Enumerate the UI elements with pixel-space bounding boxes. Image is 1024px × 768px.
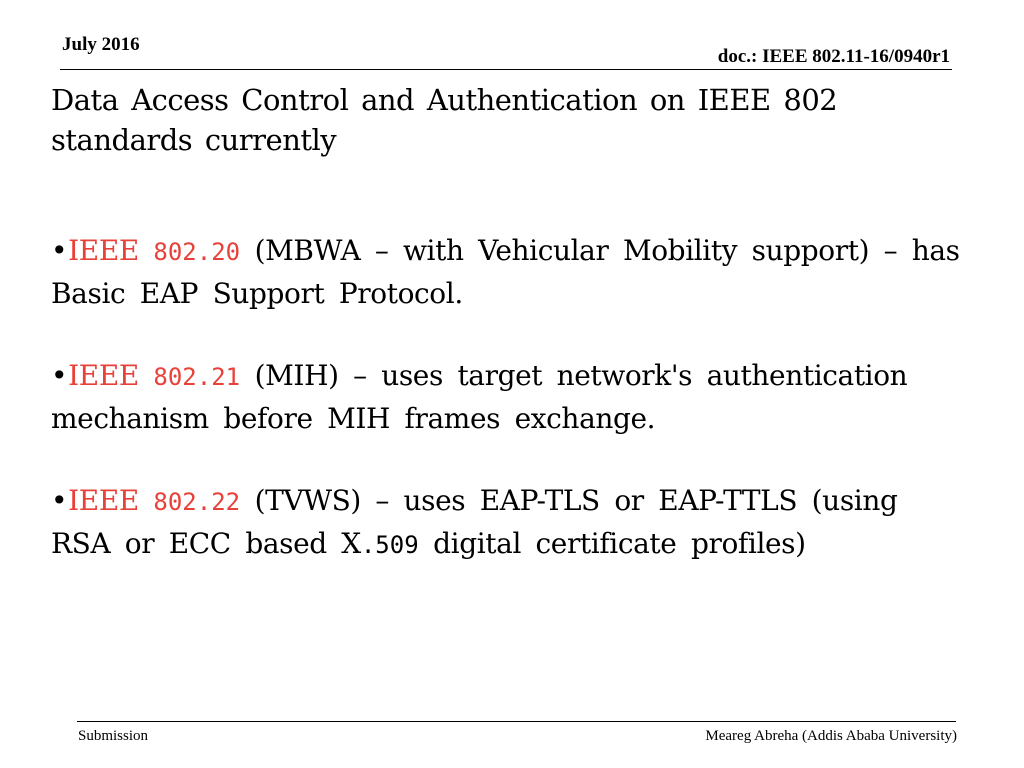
standard-name — [68, 359, 240, 392]
standard-name — [68, 484, 240, 517]
bullet-marker: • — [51, 484, 68, 517]
standard-number: 802.22 — [153, 488, 241, 516]
bullet-text: (MIH) – uses target network's authentication mechanism before MIH frames exchange. — [51, 359, 908, 435]
bullet-item-802-22 — [51, 480, 961, 566]
header-date: July 2016 — [62, 34, 140, 55]
bullet-item-802-20 — [51, 230, 961, 314]
header-doc-id: doc.: IEEE 802.11-16/0940r1 — [717, 46, 950, 67]
header-divider — [60, 69, 952, 70]
standard-name — [68, 234, 240, 267]
bullet-list — [51, 230, 961, 607]
bullet-marker: • — [51, 359, 68, 392]
bullet-text: (MBWA – with Vehicular Mobility support) – has Basic EAP Support Protocol. — [51, 234, 960, 310]
slide-title: Data Access Control and Authentication on IEEE 802 standards currently — [51, 83, 838, 157]
footer-author: Meareg Abreha (Addis Ababa University) — [705, 728, 957, 744]
standard-number: 802.21 — [153, 363, 241, 391]
bullet-marker: • — [51, 234, 68, 267]
standard-prefix: IEEE — [68, 484, 154, 517]
standard-number: 802.20 — [153, 238, 241, 266]
bullet-text-after: digital certificate profiles) — [418, 527, 806, 560]
bullet-item-802-21 — [51, 355, 961, 439]
bullet-text-before: (TVWS) – uses EAP-TLS or EAP-TTLS (using RSA or ECC based X — [51, 484, 898, 560]
bullet-text-mono: .509 — [360, 531, 419, 559]
footer-divider — [77, 721, 956, 722]
standard-prefix: IEEE — [68, 359, 154, 392]
standard-prefix: IEEE — [68, 234, 154, 267]
footer-submission: Submission — [78, 728, 149, 744]
